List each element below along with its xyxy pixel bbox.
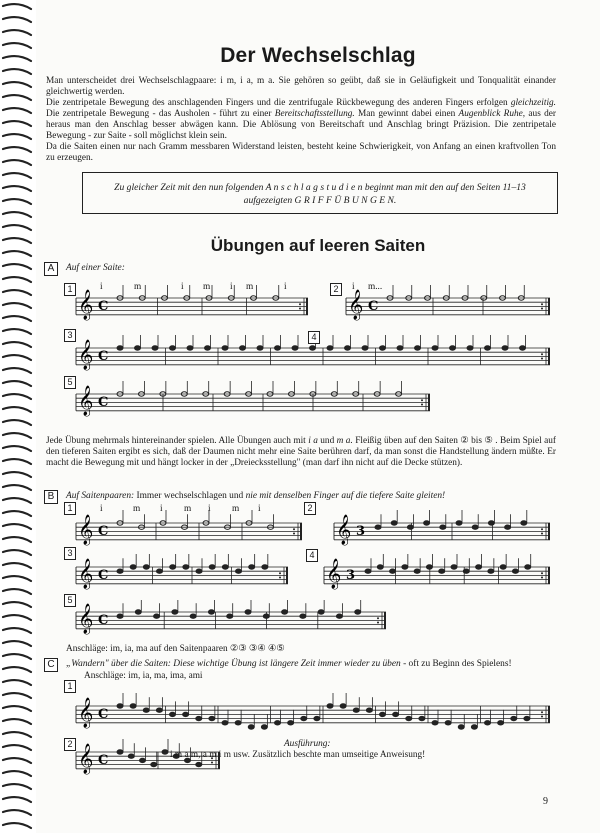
note-head (117, 614, 123, 618)
note-head (336, 614, 342, 618)
spiral-ring (3, 173, 31, 178)
note-head (301, 716, 307, 720)
time-signature-icon: C (98, 753, 109, 768)
spiral-ring (3, 290, 31, 295)
intro-paragraph-2: Die zentripetale Bewegung des anschlagenden Fingers und die zentrifugale Rückbewegung des anderen Fingers erfolgen gleichzeitig. Die zentripetale Bewegung - das Ausholen - führt zu einer Bereitschaftsstellung. Man gewinnt dabei einen Augenblick Ruhe, aus der heraus man den Anschlag besser abwägen kann. Die Ablösung von Bereitschaft und Anschlag bringt Präzision. Die zentripetale Bewegung - zur Saite - soll möglichst klein sein. (46, 98, 556, 141)
spiral-ring (3, 316, 31, 321)
note-head (190, 614, 196, 618)
spiral-ring (3, 628, 31, 633)
spiral-ring (3, 654, 31, 659)
spiral-ring (3, 4, 31, 9)
note-head (140, 758, 146, 762)
fingering-a1-6: m (246, 282, 254, 292)
spiral-ring (3, 719, 31, 724)
note-head (467, 346, 473, 350)
study-note-line-1: Zu gleicher Zeit mit den nun folgenden A n s c h l a g s t u d i e n beginnt man mit den auf den Seiten 11–13 (114, 182, 526, 193)
exercise-b2-number: 2 (304, 502, 316, 515)
note-head (196, 762, 202, 766)
treble-clef-icon: 𝄞 (78, 386, 94, 416)
note-head (275, 346, 281, 350)
note-head (117, 346, 123, 350)
spiral-ring (3, 459, 31, 464)
spiral-ring (3, 537, 31, 542)
note-head (310, 346, 316, 350)
note-head (262, 565, 268, 569)
fingering-b-3: i (160, 504, 163, 514)
treble-clef-icon: 𝄞 (348, 290, 364, 320)
section-c-anschlaege: Anschläge: im, ia, ma, ima, ami (84, 671, 203, 681)
spiral-ring (3, 160, 31, 165)
spiral-binding (0, 0, 34, 833)
note-head (366, 708, 372, 712)
study-note-line-2: aufgezeigten G R I F F Ü B U N G E N. (243, 195, 397, 206)
time-signature-icon: C (98, 524, 109, 539)
note-head (451, 565, 457, 569)
staff-c1 (42, 680, 552, 740)
time-signature-icon: C (98, 613, 109, 628)
spiral-ring (3, 732, 31, 737)
time-signature-icon: C (98, 349, 109, 364)
spiral-ring (3, 355, 31, 360)
treble-clef-icon: 𝄞 (336, 515, 352, 545)
note-head (485, 346, 491, 350)
section-title: Übungen auf leeren Saiten (210, 236, 426, 255)
note-head (520, 346, 526, 350)
note-head (128, 754, 134, 758)
spiral-ring (3, 589, 31, 594)
spiral-ring (3, 225, 31, 230)
exercise-a5-number: 5 (64, 376, 76, 389)
exercise-a4-number: 4 (308, 331, 320, 344)
note-head (152, 346, 158, 350)
music-page (36, 0, 600, 833)
fingering-b-7: i (258, 504, 261, 514)
spiral-ring (3, 771, 31, 776)
note-head (143, 565, 149, 569)
staff-a2 (312, 278, 552, 334)
note-head (187, 346, 193, 350)
staff-b2 (300, 505, 552, 555)
spiral-ring (3, 823, 31, 828)
fingering-a2-2: m... (368, 282, 383, 292)
note-head (380, 346, 386, 350)
note-head (456, 521, 462, 525)
page-title: Der Wechselschlag (220, 44, 416, 67)
spiral-ring (3, 381, 31, 386)
note-head (407, 525, 413, 529)
note-head (263, 614, 269, 618)
exercise-b5-number: 5 (64, 594, 76, 607)
treble-clef-icon: 𝄞 (78, 744, 94, 774)
spiral-ring (3, 576, 31, 581)
note-head (450, 346, 456, 350)
spiral-ring (3, 303, 31, 308)
note-head (391, 521, 397, 525)
spiral-ring (3, 264, 31, 269)
section-b-caption: Auf Saitenpaaren: Immer wechselschlagen und nie mit denselben Finger auf die tiefere Saite gleiten! (66, 491, 446, 501)
note-head (445, 721, 451, 725)
note-head (222, 565, 228, 569)
spiral-ring (3, 784, 31, 789)
fingering-a1-5: i (230, 282, 233, 292)
note-head (415, 346, 421, 350)
fingering-b-1: i (100, 504, 103, 514)
note-head (154, 614, 160, 618)
note-head (314, 716, 320, 720)
spiral-ring (3, 446, 31, 451)
staff-a3 (42, 334, 552, 380)
spiral-ring (3, 797, 31, 802)
note-head (390, 569, 396, 573)
note-head (170, 346, 176, 350)
exercise-b1-number: 1 (64, 502, 76, 515)
note-head (327, 704, 333, 708)
spiral-ring (3, 121, 31, 126)
spiral-ring (3, 186, 31, 191)
spiral-ring (3, 693, 31, 698)
note-head (406, 716, 412, 720)
spiral-ring (3, 485, 31, 490)
exercise-b4-number: 4 (306, 549, 318, 562)
time-signature-icon: C (98, 299, 109, 314)
note-head (172, 610, 178, 614)
note-head (500, 565, 506, 569)
note-head (432, 346, 438, 350)
practice-instructions: Jede Übung mehrmals hintereinander spielen. Alle Übungen auch mit i a und m a. Fleißig üben auf den Saiten ② bis ⑤ . Beim Spiel auf den tieferen Saiten ergibt es sich, daß der Daumen nicht mehr eine Saite berühren darf, da man sonst die Handstellung ändern müßte. Er macht die Bewegung mit und hängt locker in der „Dreiecksstellung" (man darf ihn nicht auf die Decke stützen). (46, 436, 557, 468)
note-head (498, 721, 504, 725)
note-head (353, 708, 359, 712)
note-head (397, 346, 403, 350)
note-head (345, 346, 351, 350)
spiral-ring (3, 30, 31, 35)
spiral-ring (3, 472, 31, 477)
section-a-caption: Auf einer Saite: (66, 263, 125, 273)
note-head (196, 716, 202, 720)
note-head (471, 725, 477, 729)
note-head (130, 565, 136, 569)
spiral-ring (3, 95, 31, 100)
ausfuehrung-text: i m a m, a m i m usw. Zusätzlich beschte man umseitige Anweisung! (170, 750, 426, 760)
note-head (222, 721, 228, 725)
note-head (402, 565, 408, 569)
section-b-label: B (44, 490, 58, 504)
note-head (135, 610, 141, 614)
note-head (362, 346, 368, 350)
fingering-a2-1: i (352, 282, 355, 292)
spiral-ring (3, 563, 31, 568)
spiral-ring (3, 17, 31, 22)
note-head (222, 346, 228, 350)
note-head (340, 704, 346, 708)
staff-b3 (42, 553, 290, 599)
section-b-anschlaege: Anschläge: im, ia, ma auf den Saitenpaaren ②③ ③④ ④⑤ (66, 644, 285, 654)
spiral-ring (3, 420, 31, 425)
note-head (235, 721, 241, 725)
time-signature-icon: C (98, 707, 109, 722)
study-note-box (82, 172, 558, 214)
note-head (288, 721, 294, 725)
note-head (472, 525, 478, 529)
spiral-ring (3, 368, 31, 373)
spiral-ring (3, 407, 31, 412)
staff-lines (76, 298, 308, 315)
note-head (380, 712, 386, 716)
note-head (117, 569, 123, 573)
note-head (524, 716, 530, 720)
spiral-ring (3, 498, 31, 503)
ausfuehrung-label: Ausführung: (284, 739, 331, 749)
note-head (426, 565, 432, 569)
note-head (227, 614, 233, 618)
note-head (240, 346, 246, 350)
note-head (505, 525, 511, 529)
note-head (432, 721, 438, 725)
treble-clef-icon: 𝄞 (326, 559, 342, 589)
note-head (209, 716, 215, 720)
note-head (245, 610, 251, 614)
note-head (419, 716, 425, 720)
spiral-ring (3, 745, 31, 750)
treble-clef-icon: 𝄞 (78, 559, 94, 589)
intro-paragraph-1: Man unterscheidet drei Wechselschlagpaare: i m, i a, m a. Sie gehören so geübt, daß sie in Geläufigkeit und Tonqualität einander gleichwertig werden. (46, 76, 556, 97)
note-head (162, 750, 168, 754)
note-head (488, 521, 494, 525)
note-head (196, 569, 202, 573)
page-number: 9 (543, 796, 548, 807)
note-head (205, 346, 211, 350)
note-head (170, 712, 176, 716)
note-head (440, 525, 446, 529)
note-head (439, 569, 445, 573)
spiral-ring (3, 212, 31, 217)
note-head (236, 569, 242, 573)
note-head (327, 346, 333, 350)
note-head (485, 721, 491, 725)
note-head (208, 610, 214, 614)
fingering-b-6: m (232, 504, 240, 514)
exercise-a1-number: 1 (64, 283, 76, 296)
note-head (257, 346, 263, 350)
spiral-ring (3, 667, 31, 672)
note-head (318, 610, 324, 614)
spiral-ring (3, 602, 31, 607)
fingering-b-2: m (133, 504, 141, 514)
staff-b4 (290, 553, 552, 599)
fingering-a1-7: i (284, 282, 287, 292)
note-head (488, 569, 494, 573)
treble-clef-icon: 𝄞 (78, 290, 94, 320)
note-head (393, 712, 399, 716)
spiral-ring (3, 706, 31, 711)
spiral-ring (3, 680, 31, 685)
fingering-b-5: i (208, 504, 211, 514)
note-head (512, 569, 518, 573)
spiral-ring (3, 251, 31, 256)
exercise-c1-number: 1 (64, 680, 76, 693)
spiral-ring (3, 758, 31, 763)
spiral-ring (3, 511, 31, 516)
spiral-ring (3, 329, 31, 334)
spiral-ring (3, 108, 31, 113)
treble-clef-icon: 𝄞 (78, 698, 94, 728)
spiral-ring (3, 69, 31, 74)
spiral-ring (3, 641, 31, 646)
staff-a5 (42, 380, 432, 426)
note-head (170, 565, 176, 569)
note-head (375, 525, 381, 529)
note-head (135, 346, 141, 350)
spiral-ring (3, 615, 31, 620)
exercise-a3-number: 3 (64, 329, 76, 342)
treble-clef-icon: 𝄞 (78, 604, 94, 634)
fingering-b-4: m (184, 504, 192, 514)
spiral-ring (3, 550, 31, 555)
note-head (511, 716, 517, 720)
note-head (502, 346, 508, 350)
note-head (521, 521, 527, 525)
note-head (143, 708, 149, 712)
section-c-label: C (44, 658, 58, 672)
note-head (117, 704, 123, 708)
note-head (476, 565, 482, 569)
spiral-ring (3, 524, 31, 529)
note-head (424, 521, 430, 525)
staff-a1 (42, 278, 310, 334)
spiral-ring (3, 238, 31, 243)
note-head (248, 725, 254, 729)
note-head (282, 610, 288, 614)
note-head (183, 565, 189, 569)
treble-clef-icon: 𝄞 (78, 515, 94, 545)
spiral-ring (3, 433, 31, 438)
note-head (377, 565, 383, 569)
note-head (292, 346, 298, 350)
note-head (355, 610, 361, 614)
spiral-ring (3, 199, 31, 204)
note-head (151, 762, 157, 766)
note-head (157, 569, 163, 573)
spiral-ring (3, 342, 31, 347)
section-a-label: A (44, 262, 58, 276)
spiral-ring (3, 134, 31, 139)
time-signature-icon: C (368, 299, 379, 314)
note-head (156, 708, 162, 712)
note-head (525, 565, 531, 569)
spiral-ring (3, 277, 31, 282)
spiral-ring (3, 147, 31, 152)
staff-b5 (42, 600, 388, 644)
time-signature-icon: 3 (346, 568, 356, 583)
note-head (130, 704, 136, 708)
note-head (414, 569, 420, 573)
section-c-caption: „Wandern" über die Saiten: Diese wichtige Übung ist längere Zeit immer wieder zu üben - oft zu Beginn des Spielens! (66, 659, 512, 669)
exercise-c2-number: 2 (64, 738, 76, 751)
staff-b1 (42, 505, 304, 555)
note-head (209, 565, 215, 569)
note-head (365, 569, 371, 573)
fingering-a1-1: i (100, 282, 103, 292)
spiral-ring (3, 56, 31, 61)
spiral-ring (3, 394, 31, 399)
fingering-a1-3: i (181, 282, 184, 292)
note-head (300, 614, 306, 618)
spiral-ring (3, 810, 31, 815)
exercise-b3-number: 3 (64, 547, 76, 560)
note-head (117, 750, 123, 754)
exercise-a2-number: 2 (330, 283, 342, 296)
note-head (261, 725, 267, 729)
fingering-a1-4: m (203, 282, 211, 292)
spiral-ring (3, 43, 31, 48)
intro-paragraph-3: Da die Saiten einen nur nach Gramm messbaren Widerstand leisten, besteht keine Schwierigkeit, von Anfang an einen kraftvollen Ton zu erzeugen. (46, 142, 556, 163)
time-signature-icon: C (98, 568, 109, 583)
note-head (275, 721, 281, 725)
time-signature-icon: 3 (356, 524, 366, 539)
note-head (183, 712, 189, 716)
treble-clef-icon: 𝄞 (78, 340, 94, 370)
fingering-a1-2: m (134, 282, 142, 292)
spiral-ring (3, 82, 31, 87)
time-signature-icon: C (98, 395, 109, 410)
note-head (458, 725, 464, 729)
note-head (249, 565, 255, 569)
note-head (463, 569, 469, 573)
